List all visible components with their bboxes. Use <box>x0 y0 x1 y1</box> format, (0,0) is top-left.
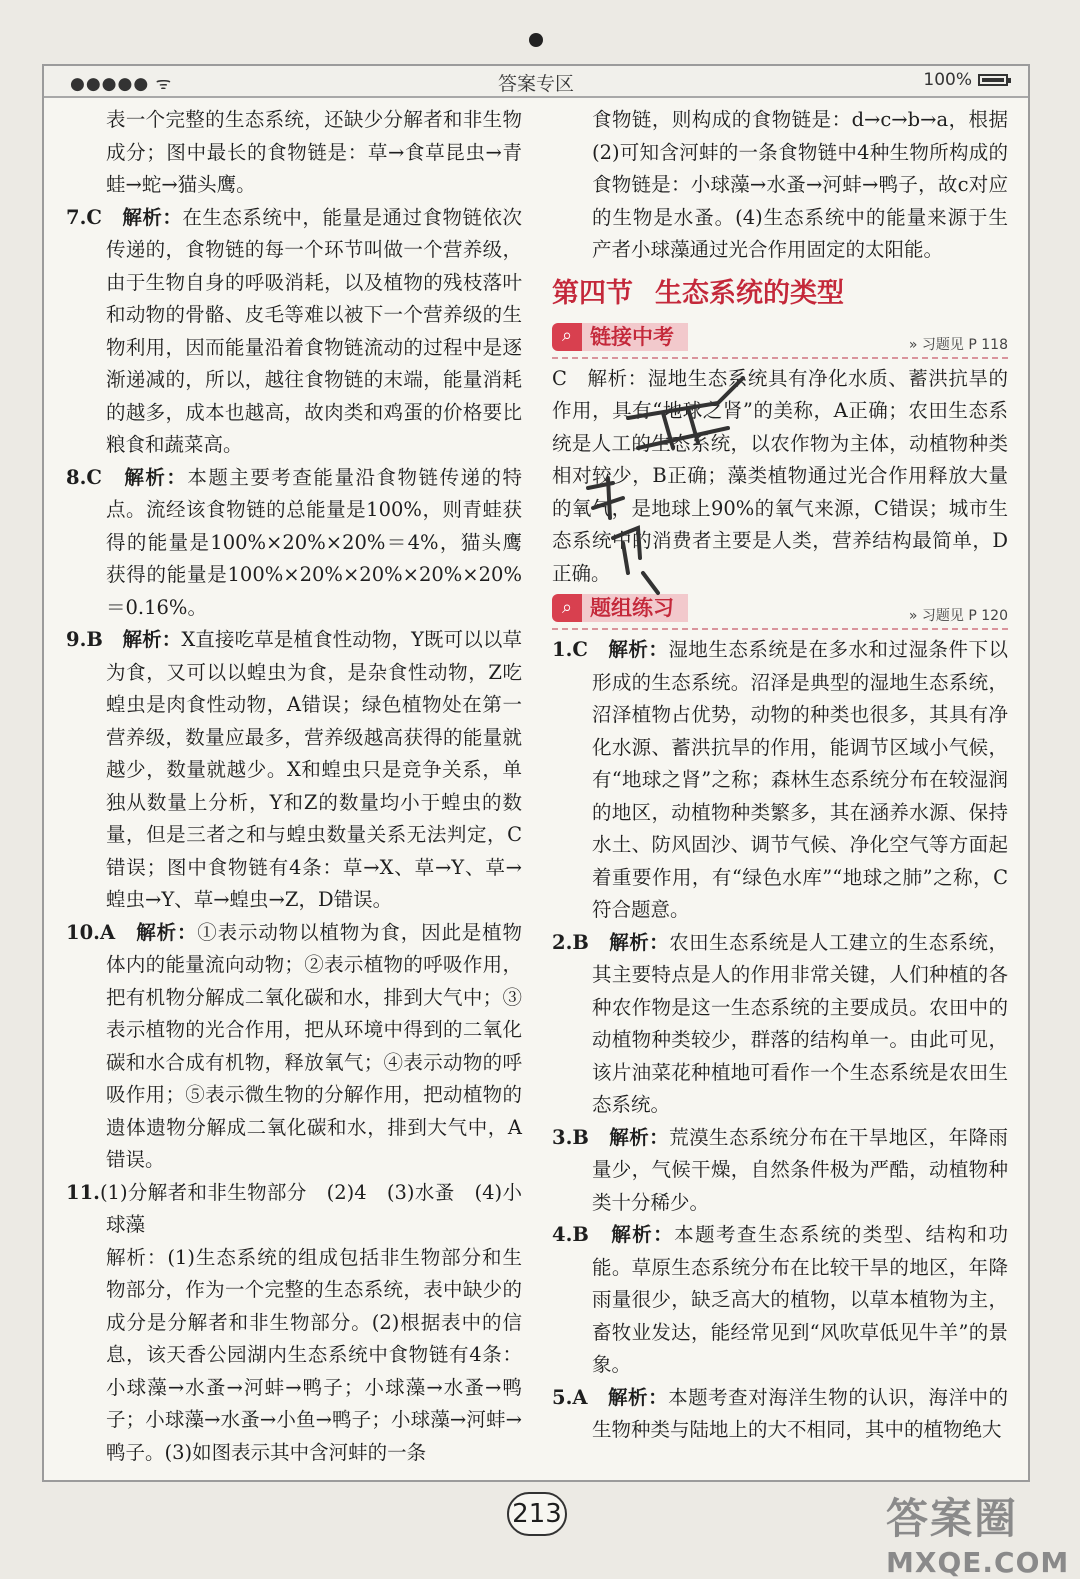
answer-item-7: 7.C 解析：在生态系统中，能量是通过食物链依次传递的，食物链的每一个环节叫做一个营养级，由于生物自身的呼吸消耗，以及植物的残枝落叶和动物的骨骼、皮毛等难以被下一个营养级的生物利用，因而能量沿着食物链流动的过程中是逐渐递减的，所以，越往食物链的末端，能量消耗的越多，成本也越高，故肉类和鸡蛋的价格要比粮食和蔬菜高。 <box>66 205 522 456</box>
exercise-ref: » 习题见 P 120 <box>908 608 1008 624</box>
tablet-frame <box>42 64 1030 1482</box>
left-column <box>66 104 522 1469</box>
battery-percent: 100% <box>923 70 972 90</box>
watermark-url: MXQE.COM <box>886 1546 1070 1579</box>
practice-item-3: 3.B 解析：荒漠生态系统分布在干旱地区，年降雨量少，气候干燥，自然条件极为严酷，动植物种类十分稀少。 <box>552 1125 1008 1214</box>
site-watermark <box>886 1486 1070 1579</box>
practice-item-4: 4.B 解析：本题考查生态系统的类型、结构和功能。草原生态系统分布在比较干旱的地区，年降雨量很少，缺乏高大的植物，以草本植物为主，畜牧业发达，能经常见到“风吹草低见牛羊”的景象。 <box>552 1223 1008 1376</box>
subhead-link-exam <box>552 319 1008 359</box>
answer-continuation-right: 食物链，则构成的食物链是：d→c→b→a，根据(2)可知含河蚌的一条食物链中4种生物所构成的食物链是：小球藻→水蚤→河蚌→鸭子，故c对应的生物是水蚤。(4)生态系统中的能量来源于生产者小球藻通过光合作用固定的太阳能。 <box>592 108 1008 261</box>
answer-item-10: 10.A 解析：①表示动物以植物为食，因此是植物体内的能量流向动物；②表示植物的呼吸作用，把有机物分解成二氧化碳和水，排到大气中；③表示植物的光合作用，把从环境中得到的二氧化碳和水合成有机物，释放氧气；④表示动物的呼吸作用；⑤表示微生物的分解作用，把动植物的遗体遗物分解成二氧化碳和水，排到大气中，A错误。 <box>66 920 522 1171</box>
link-exam-answer: C 解析：湿地生态系统具有净化水质、蓄洪抗旱的作用，具有“地球之肾”的美称，A正确；农田生态系统是人工的生态系统，以农作物为主体，动植物种类相对较少，B正确；藻类植物通过光合作用释放大量的氧气，是地球上90%的氧气来源，C错误；城市生态系统中的消费者主要是人类，营养结构最简单，D正确。 <box>552 366 1008 585</box>
answer-continuation: 表一个完整的生态系统，还缺少分解者和非生物成分；图中最长的食物链是：草→食草昆虫→青蛙→蛇→猫头鹰。 <box>106 108 522 196</box>
signal-icon: ●●●●● ᯤ <box>70 74 173 94</box>
page-number: 213 <box>507 1492 567 1536</box>
practice-item-2: 2.B 解析：农田生态系统是人工建立的生态系统，其主要特点是人的作用非常关键，人们种植的各种农作物是这一生态系统的主要成员。农田中的动植物种类较少，群落的结构单一。由此可见，该片油菜花种植地可看作一个生态系统是农田生态系统。 <box>552 930 1008 1116</box>
status-title: 答案专区 <box>497 73 574 95</box>
magnifier-icon: ⌕ <box>552 594 582 622</box>
subhead-label: 题组练习 <box>582 594 688 622</box>
practice-item-1: 1.C 解析：湿地生态系统是在多水和过湿条件下以形成的生态系统。沼泽是典型的湿地生态系统，沼泽植物占优势，动物的种类也很多，其具有净化水源、蓄洪抗旱的作用，能调节区域小气候，有“地球之肾”之称；森林生态系统分布在较湿润的地区，动植物种类繁多，其在涵养水源、保持水土、防风固沙、调节气候、净化空气等方面起着重要作用，有“绿色水库”“地球之肺”之称，C符合题意。 <box>552 638 1008 921</box>
practice-item-5: 5.A 解析：本题考查对海洋生物的认识，海洋中的生物种类与陆地上的大不相同，其中的植物绝大 <box>552 1385 1008 1441</box>
camera-dot <box>529 33 543 47</box>
battery-indicator <box>923 70 1008 90</box>
subhead-group-practice <box>552 590 1008 630</box>
exercise-ref: » 习题见 P 118 <box>908 336 1008 353</box>
subhead-label: 链接中考 <box>582 323 688 351</box>
magnifier-icon: ⌕ <box>552 323 582 351</box>
section-title: 第四节 生态系统的类型 <box>552 277 844 309</box>
answer-item-11-analysis: 解析：(1)生态系统的组成包括非生物部分和生物部分，作为一个完整的生态系统，表中缺少的成分是分解者和非生物部分。(2)根据表中的信息，该天香公园湖内生态系统中食物链有4条：小球藻→水蚤→河蚌→鸭子；小球藻→水蚤→鸭子；小球藻→水蚤→小鱼→鸭子；小球藻→河蚌→鸭子。(3)如图表示其中含河蚌的一条 <box>106 1245 522 1464</box>
answer-item-9: 9.B 解析：X直接吃草是植食性动物，Y既可以以草为食，又可以以蝗虫为食，是杂食性动物，Z吃蝗虫是肉食性动物，A错误；绿色植物处在第一营养级，数量应最多，营养级越高获得的能量就越少，数量就越少。X和蝗虫只是竞争关系，单独从数量上分析，Y和Z的数量均小于蝗虫的数量，但是三者之和与蝗虫数量关系无法判定，C错误；图中食物链有4条：草→X、草→Y、草→蝗虫→Y、草→蝗虫→Z，D错误。 <box>66 628 522 911</box>
watermark-logo: 答案圈 <box>886 1494 1019 1543</box>
answer-item-8: 8.C 解析：本题主要考查能量沿食物链传递的特点。流经该食物链的总能量是100%，则青蛙获得的能量是100%×20%×20%＝4%，猫头鹰获得的能量是100%×20%×20%×20%×20%＝0.16%。 <box>66 465 522 619</box>
right-column <box>552 104 1008 1447</box>
status-bar <box>44 66 1028 98</box>
battery-icon <box>978 74 1008 86</box>
answer-item-11: 11.(1)分解者和非生物部分 (2)4 (3)水蚤 (4)小球藻 <box>66 1180 522 1236</box>
